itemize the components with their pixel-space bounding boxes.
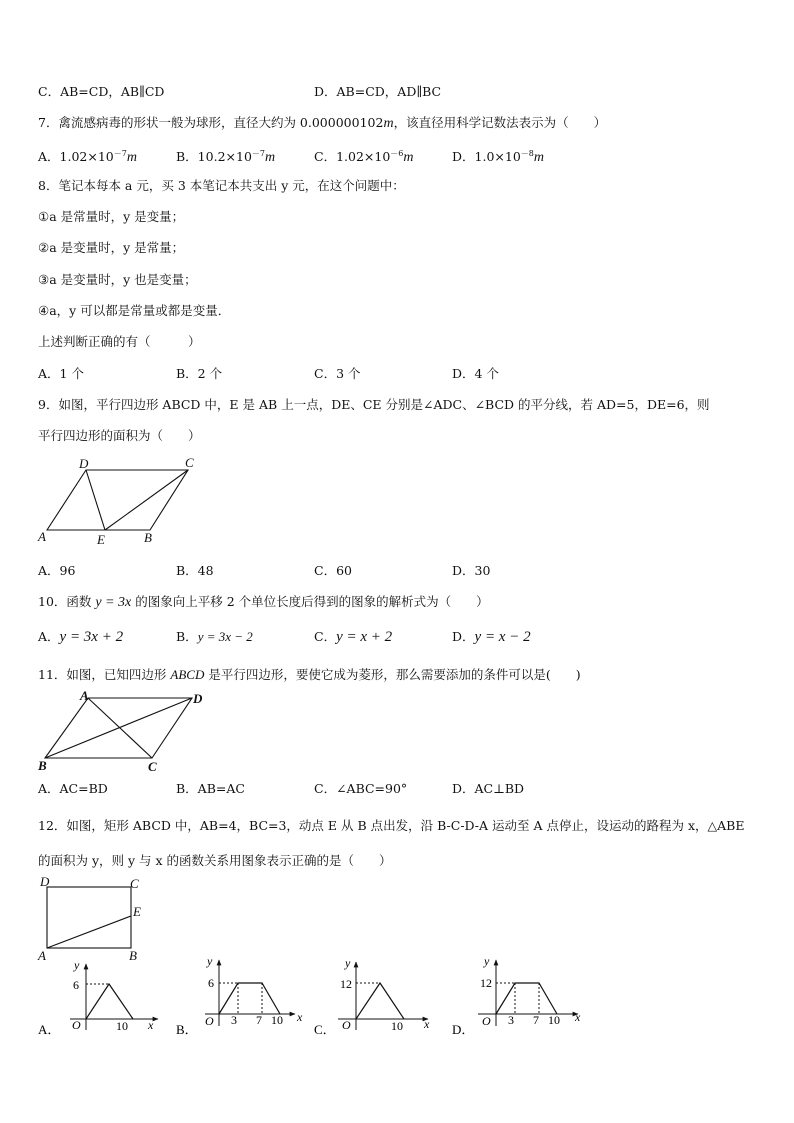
q10-b-label: B． — [176, 629, 198, 644]
q6-option-d: D．AB=CD，AD∥BC — [314, 84, 442, 99]
q7-c-base: C．1.02×10 — [314, 149, 391, 164]
q12-graph-a-x-label: x — [148, 1018, 154, 1032]
q12-stem-line-2: 的面积为 y，则 y 与 x 的函数关系用图象表示正确的是（ ） — [38, 853, 392, 868]
q12-graph-a-origin: O — [72, 1018, 81, 1032]
q12-graph-b — [176, 954, 303, 1037]
q11-option-a: A．AC=BD — [38, 781, 108, 796]
q8-stem: 8．笔记本每本 a 元，买 3 本笔记本共支出 y 元，在这个问题中： — [38, 178, 405, 193]
q11-option-d: D．AC⊥BD — [452, 781, 525, 796]
q10-stem-b: 的图象向上平移 2 个单位长度后得到的图象的解析式为（ ） — [131, 594, 489, 609]
q9-label-e: E — [97, 532, 105, 547]
q12-graph-c-origin: O — [342, 1018, 351, 1032]
q12-graph-d — [452, 954, 581, 1037]
q12-graph-b-x-tick-3: 10 — [271, 1013, 283, 1027]
q11-label-b: B — [38, 758, 47, 773]
q12-graph-b-label: B． — [176, 1022, 198, 1037]
q9-label-d: D — [79, 456, 89, 471]
q12-label-c: C — [130, 876, 139, 891]
q12-graph-d-x-label: x — [575, 1010, 581, 1024]
q12-graph-b-origin: O — [205, 1014, 214, 1028]
q12-graph-a-y-tick: 6 — [73, 978, 79, 992]
q9-stem-line-1: 9．如图，平行四边形 ABCD 中，E 是 AB 上一点，DE、CE 分别是∠ADC、∠BCD 的平分线，若 AD=5，DE=6，则 — [38, 397, 710, 412]
q12-label-b: B — [129, 948, 137, 963]
q12-graph-c — [314, 956, 430, 1037]
q7-b-base: B．10.2×10 — [176, 149, 252, 164]
q12-graph-d-label: D． — [452, 1022, 475, 1037]
q12-graph-c-y-tick: 12 — [340, 977, 352, 991]
q12-graph-b-x-tick-2: 7 — [256, 1013, 262, 1027]
q10-b-formula: y = 3x − 2 — [197, 629, 253, 644]
q9-label-a: A — [38, 529, 46, 544]
q7-d-base: D．1.0×10 — [452, 149, 521, 164]
q7-stem-text-a: 7．禽流感病毒的形状一般为球形，直径大约为 0.000000102 — [38, 115, 384, 130]
q12-graph-d-curve — [496, 983, 557, 1014]
q9-option-b: B．48 — [176, 563, 214, 578]
q9-option-a: A．96 — [38, 563, 76, 578]
q10-stem-function: y = 3x — [95, 595, 132, 610]
q8-option-d: D．4 个 — [452, 366, 499, 381]
q7-stem-text-b: ，该直径用科学记数法表示为（ ） — [393, 115, 607, 130]
q7-b-unit: m — [265, 150, 276, 165]
q11-option-c: C．∠ABC=90° — [314, 781, 408, 796]
q10-c-formula: y = x + 2 — [336, 629, 393, 645]
q12-graph-d-y-tick: 12 — [480, 976, 492, 990]
q12-label-d: D — [40, 874, 50, 889]
q8-statement-3: ③a 是变量时，y 也是变量； — [38, 272, 197, 287]
q11-stem-a: 11．如图，已知四边形 — [38, 667, 171, 682]
q7-a-unit: m — [126, 150, 137, 165]
q12-graph-a-label: A． — [38, 1022, 61, 1037]
q8-statement-2: ②a 是变量时，y 是常量； — [38, 240, 185, 255]
q12-graph-b-curve — [219, 983, 280, 1014]
q10-c-label: C． — [314, 629, 337, 644]
q12-graph-c-x-tick: 10 — [391, 1019, 403, 1033]
q12-graph-b-y-tick: 6 — [208, 976, 214, 990]
q12-graph-a-x-tick: 10 — [116, 1019, 128, 1033]
q12-graph-c-curve — [356, 983, 404, 1019]
q12-graph-a-curve — [86, 984, 133, 1019]
q10-a-label: A． — [38, 629, 60, 644]
q11-stem-b: 是平行四边形，要使它成为菱形，那么需要添加的条件可以是( ) — [204, 667, 581, 682]
q9-stem-line-2: 平行四边形的面积为（ ） — [38, 428, 201, 443]
q12-label-e: E — [133, 904, 141, 919]
q8-option-a: A．1 个 — [38, 366, 84, 381]
q12-graph-b-x-tick-1: 3 — [231, 1013, 237, 1027]
q12-graph-d-x-tick-1: 3 — [508, 1013, 514, 1027]
q10-a-formula: y = 3x + 2 — [59, 629, 124, 645]
q12-graph-a — [38, 958, 158, 1037]
q12-graph-d-y-label: y — [484, 954, 490, 968]
q12-graph-b-y-label: y — [207, 954, 213, 968]
q12-label-a: A — [38, 948, 46, 963]
q8-statement-4: ④a，y 可以都是常量或都是变量． — [38, 303, 231, 318]
q10-d-label: D． — [452, 629, 475, 644]
q7-stem-unit: m — [383, 116, 394, 131]
q6-option-c: C．AB=CD，AB∥CD — [38, 84, 165, 99]
q12-graph-c-y-label: y — [345, 956, 351, 970]
q7-a-base: A．1.02×10 — [38, 149, 114, 164]
q8-option-c: C．3 个 — [314, 366, 361, 381]
q12-graph-c-x-label: x — [424, 1017, 430, 1031]
q7-c-exp: －6 — [390, 149, 404, 158]
q9-option-c: C．60 — [314, 563, 352, 578]
q8-question: 上述判断正确的有（ ） — [38, 334, 201, 349]
q7-d-unit: m — [533, 150, 544, 165]
q8-statement-1: ①a 是常量时，y 是变量； — [38, 209, 185, 224]
q11-label-a: A — [80, 688, 89, 703]
q11-stem-name: ABCD — [170, 667, 205, 682]
q10-d-formula: y = x − 2 — [474, 629, 531, 645]
q11-label-c: C — [148, 759, 157, 774]
q7-a-exp: －7 — [113, 149, 127, 158]
q7-b-exp: －7 — [251, 149, 265, 158]
q12-graph-c-label: C． — [314, 1022, 336, 1037]
q9-label-c: C — [185, 455, 194, 470]
q8-option-b: B．2 个 — [176, 366, 223, 381]
q12-graph-d-x-tick-2: 7 — [533, 1013, 539, 1027]
q12-graph-b-x-label: x — [297, 1010, 303, 1024]
q11-option-b: B．AB=AC — [176, 781, 245, 796]
q12-graph-a-y-label: y — [74, 958, 80, 972]
q11-label-d: D — [193, 691, 203, 706]
q12-graph-d-x-tick-3: 10 — [548, 1013, 560, 1027]
q10-stem-a: 10．函数 — [38, 594, 96, 609]
q7-d-exp: －8 — [520, 149, 534, 158]
q7-c-unit: m — [403, 150, 414, 165]
q9-option-d: D．30 — [452, 563, 491, 578]
q9-label-b: B — [144, 530, 152, 545]
q12-stem-line-1: 12．如图，矩形 ABCD 中，AB=4，BC=3，动点 E 从 B 点出发，沿 B-C-D-A 运动至 A 点停止，设运动的路程为 x，△ABE — [38, 818, 745, 833]
q12-graph-d-origin: O — [482, 1014, 491, 1028]
